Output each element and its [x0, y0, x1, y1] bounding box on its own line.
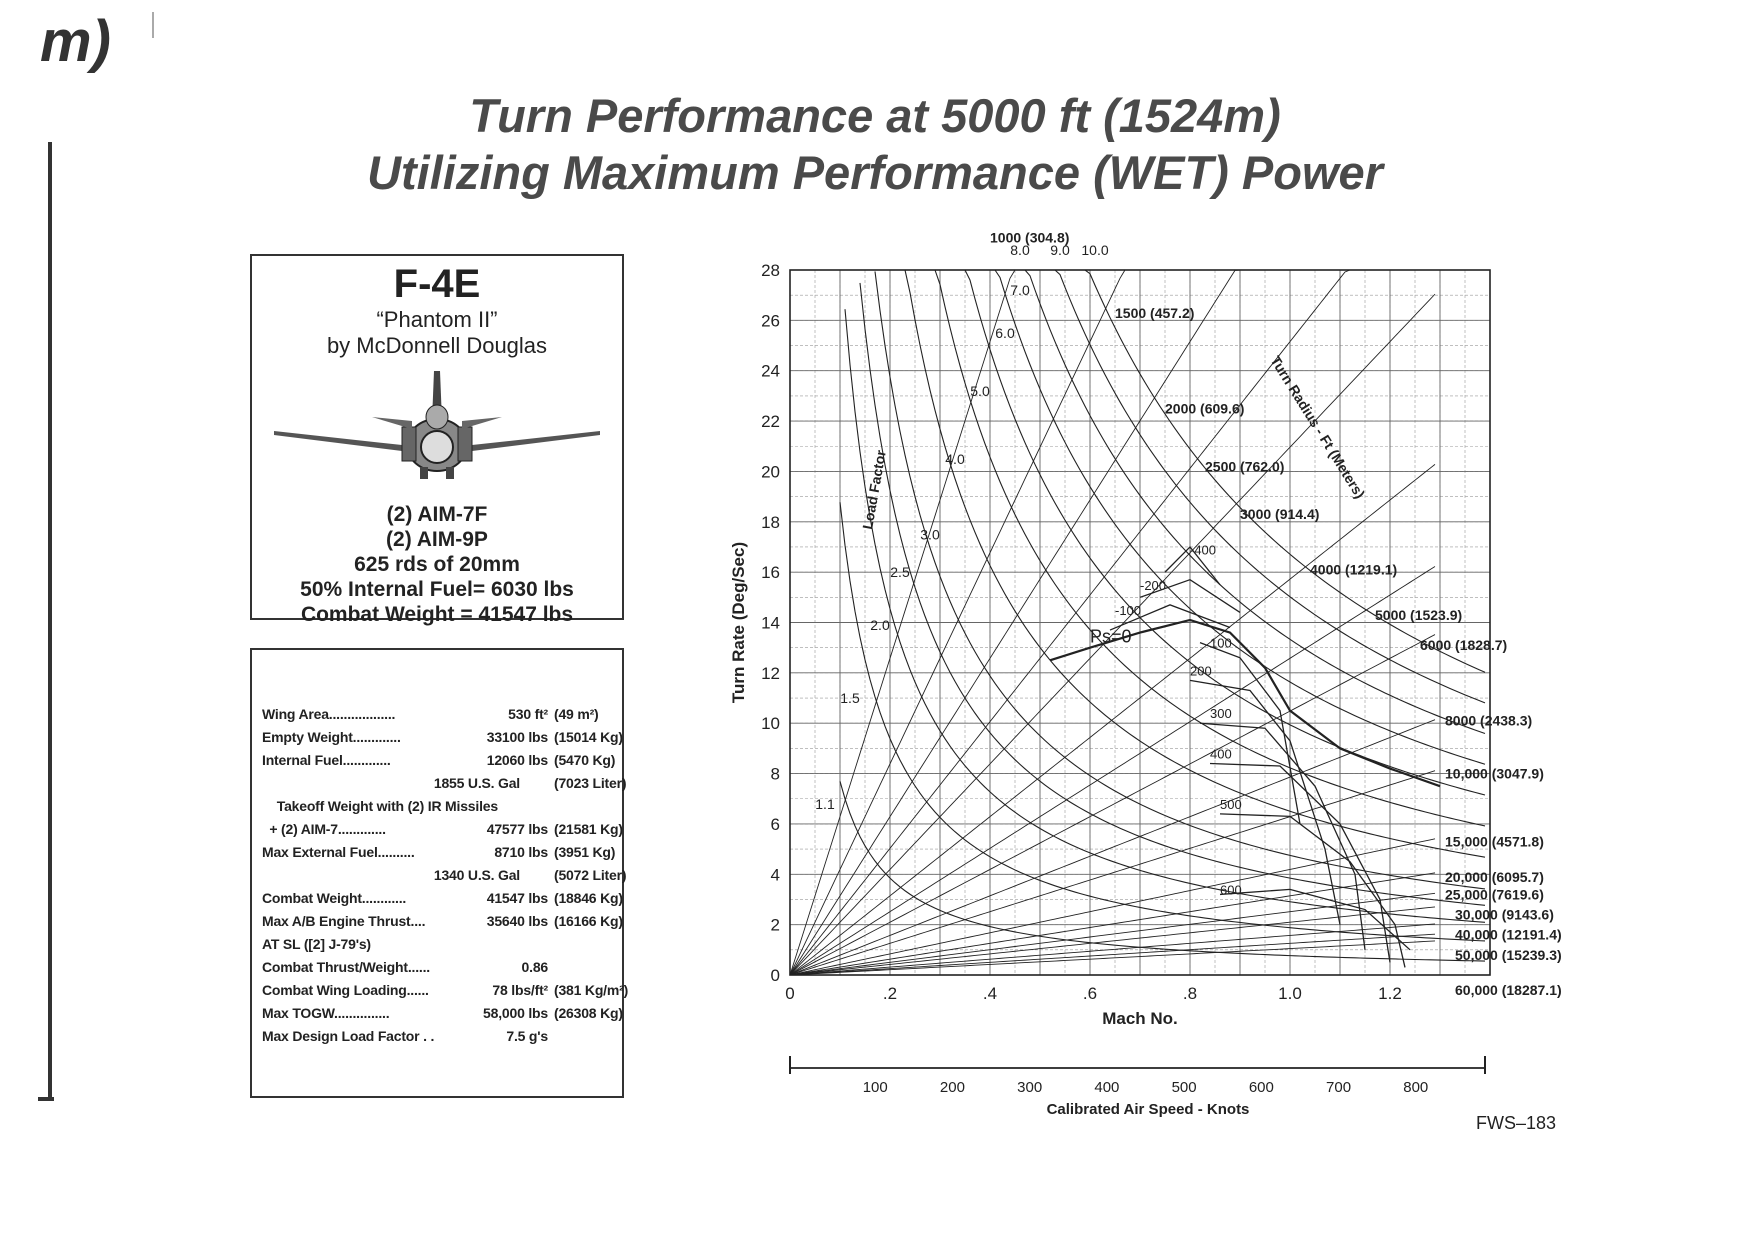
x-tick-label: 1.2	[1378, 984, 1402, 1003]
turn-radius-label: 10,000 (3047.9)	[1445, 765, 1544, 782]
spec-label: Max External Fuel..........	[262, 844, 415, 860]
spec-metric: (5072 Liter)	[554, 867, 627, 883]
load-factor-label: 2.5	[890, 564, 910, 581]
chart-labels	[729, 229, 1562, 1118]
load-factor-label: 3.0	[920, 526, 940, 543]
turn-radius-label: 20,000 (6095.7)	[1445, 868, 1544, 885]
spec-label: Combat Weight............	[262, 890, 407, 906]
x-tick-label: 1.0	[1278, 984, 1302, 1003]
spec-label: Max Design Load Factor . .	[262, 1028, 435, 1044]
turn-radius-line	[790, 464, 1435, 975]
spec-label: Wing Area..................	[262, 706, 396, 722]
y-tick-label: 8	[770, 764, 780, 784]
load-factor-axis-label: Load Factor	[859, 448, 889, 531]
spec-value: 33100 lbs	[486, 729, 548, 745]
y-tick-label: 14	[761, 613, 780, 633]
load-factor-label: 8.0	[1010, 241, 1030, 258]
spec-metric: (18846 Kg)	[554, 890, 623, 906]
turn-radius-line	[790, 924, 1435, 975]
x-tick-label: 0	[785, 984, 795, 1003]
turn-radius-line	[790, 720, 1435, 975]
load-factor-curve	[840, 781, 1485, 961]
spec-label: Empty Weight.............	[262, 729, 401, 745]
spec-value: 8710 lbs	[494, 844, 548, 860]
turn-radius-label: 3000 (914.4)	[1240, 506, 1320, 523]
figure-code: FWS–183	[1476, 1113, 1557, 1133]
turn-radius-label: 6000 (1828.7)	[1420, 637, 1508, 654]
spec-value: 47577 lbs	[486, 821, 548, 837]
ps-contour-label: -200	[1140, 577, 1167, 593]
ps-contour-label: 300	[1210, 706, 1232, 722]
ps-contour-label: 100	[1210, 635, 1232, 651]
y-tick-label: 2	[770, 915, 780, 935]
x-tick-label: .4	[982, 984, 998, 1003]
spec-value: 35640 lbs	[486, 913, 548, 929]
load-factor-curve	[875, 271, 1485, 889]
ps-contour-label: 400	[1210, 746, 1232, 762]
spec-metric: (15014 Kg)	[554, 729, 623, 745]
spec-label: AT SL ([2] J-79's)	[262, 936, 371, 952]
spec-value: 41547 lbs	[486, 890, 548, 906]
load-factor-label: 1.1	[815, 795, 835, 812]
ps-contour-label: 500	[1220, 796, 1242, 812]
turn-radius-label: 1500 (457.2)	[1115, 304, 1195, 321]
spec-value: 7.5 g's	[506, 1028, 548, 1044]
spec-value: 530 ft²	[508, 706, 548, 722]
spec-value: 1340 U.S. Gal	[433, 867, 520, 883]
load-factor-label: 2.0	[870, 617, 890, 634]
load-factor-label: 7.0	[1010, 282, 1030, 299]
loadout-4: 50% Internal Fuel= 6030 lbs	[300, 578, 574, 601]
y-tick-label: 12	[761, 663, 780, 683]
turn-radius-line	[790, 893, 1435, 975]
y-tick-label: 24	[761, 361, 780, 381]
x-axis-label: Mach No.	[1102, 1009, 1178, 1028]
y-tick-label: 22	[761, 412, 780, 432]
cas-tick-label: 400	[1094, 1079, 1120, 1096]
spec-metric: (49 m²)	[554, 706, 599, 722]
turn-radius-label: 15,000 (4571.8)	[1445, 833, 1544, 850]
spec-metric: (16166 Kg)	[554, 913, 623, 929]
corner-fragment: m)	[40, 9, 111, 74]
aircraft-maker: by McDonnell Douglas	[326, 333, 548, 358]
spec-value: 0.86	[521, 959, 548, 975]
spec-label: + (2) AIM-7.............	[262, 821, 386, 837]
turn-radius-label: 60,000 (18287.1)	[1455, 982, 1562, 999]
load-factor-label: 10.0	[1081, 241, 1109, 258]
loadout-3: 625 rds of 20mm	[354, 553, 520, 576]
spec-metric: (26308 Kg)	[554, 1005, 623, 1021]
x-tick-label: .8	[1182, 984, 1198, 1003]
cas-tick-label: 300	[1017, 1079, 1043, 1096]
y-tick-label: 28	[761, 261, 780, 280]
ps-contour-label: -400	[1190, 542, 1217, 558]
turn-radius-label: 25,000 (7619.6)	[1445, 886, 1544, 903]
aircraft-model: F-4E	[393, 262, 481, 306]
y-tick-label: 16	[761, 563, 780, 583]
y-tick-label: 10	[761, 714, 780, 734]
spec-metric: (381 Kg/m²)	[554, 982, 629, 998]
spec-metric: (7023 Liter)	[554, 775, 627, 791]
ps-contour-label: 600	[1220, 882, 1242, 898]
y-tick-label: 20	[761, 462, 780, 482]
turn-radius-label: 8000 (2438.3)	[1445, 712, 1533, 729]
y-tick-label: 4	[770, 865, 780, 885]
y-tick-label: 18	[761, 512, 780, 532]
ps0-label: Ps=0	[1090, 626, 1132, 647]
turn-radius-line	[790, 941, 1435, 975]
page-title-line2: Utilizing Maximum Performance (WET) Power	[367, 146, 1383, 199]
loadout-5: Combat Weight = 41547 lbs	[300, 603, 574, 626]
spec-value: 78 lbs/ft²	[492, 982, 548, 998]
spec-label: Internal Fuel.............	[262, 752, 391, 768]
cas-tick-label: 600	[1248, 1079, 1274, 1096]
turn-radius-axis-label: Turn Radius - Ft (Meters)	[1267, 353, 1369, 502]
loadout-1: (2) AIM-7F	[386, 503, 488, 526]
spec-metric: (5470 Kg)	[554, 752, 616, 768]
cas-tick-label: 500	[1171, 1079, 1197, 1096]
load-factor-label: 5.0	[970, 382, 990, 399]
spec-label: Combat Thrust/Weight......	[262, 959, 430, 975]
x-tick-label: .2	[882, 984, 898, 1003]
load-factor-label: 6.0	[995, 324, 1015, 341]
cas-axis-label: Calibrated Air Speed - Knots	[1046, 1101, 1250, 1118]
turn-radius-label: 2000 (609.6)	[1165, 400, 1245, 417]
y-tick-label: 6	[770, 814, 780, 834]
load-factor-label: 4.0	[945, 450, 965, 467]
spec-value: 58,000 lbs	[483, 1005, 548, 1021]
y-axis-label: Turn Rate (Deg/Sec)	[729, 541, 748, 704]
load-factor-curve	[1025, 270, 1485, 734]
spec-metric: (3951 Kg)	[554, 844, 616, 860]
turn-radius-label: 1000 (304.8)	[990, 229, 1070, 246]
y-tick-label: 0	[770, 966, 780, 985]
turn-radius-label: 50,000 (15239.3)	[1455, 946, 1562, 963]
turn-radius-label: 40,000 (12191.4)	[1455, 926, 1562, 943]
turn-radius-label: 5000 (1523.9)	[1375, 606, 1463, 623]
turn-radius-label: 30,000 (9143.6)	[1455, 906, 1554, 923]
x-tick-label: .6	[1082, 984, 1098, 1003]
cas-tick-label: 700	[1326, 1079, 1352, 1096]
spec-label: Combat Wing Loading......	[262, 982, 429, 998]
spec-metric: (21581 Kg)	[554, 821, 623, 837]
cas-tick-label: 200	[939, 1079, 965, 1096]
cas-tick-label: 100	[862, 1079, 888, 1096]
ps-contour-label: -100	[1115, 602, 1142, 618]
turn-radius-label: 2500 (762.0)	[1205, 458, 1285, 475]
load-factor-label: 9.0	[1050, 241, 1070, 258]
spec-value: 12060 lbs	[486, 752, 548, 768]
spec-label: Max A/B Engine Thrust....	[262, 913, 426, 929]
turn-radius-label: 4000 (1219.1)	[1310, 561, 1398, 578]
aircraft-nickname: “Phantom II”	[376, 307, 498, 332]
page-title-line1: Turn Performance at 5000 ft (1524m)	[469, 89, 1281, 142]
cas-tick-label: 800	[1403, 1079, 1429, 1096]
load-factor-label: 1.5	[840, 690, 860, 707]
y-tick-label: 26	[761, 311, 780, 331]
spec-value: 1855 U.S. Gal	[433, 775, 520, 791]
spec-label: Takeoff Weight with (2) IR Missiles	[262, 798, 498, 814]
spec-label: Max TOGW...............	[262, 1005, 390, 1021]
loadout-2: (2) AIM-9P	[386, 528, 488, 551]
ps-contour-label: 200	[1190, 663, 1212, 679]
